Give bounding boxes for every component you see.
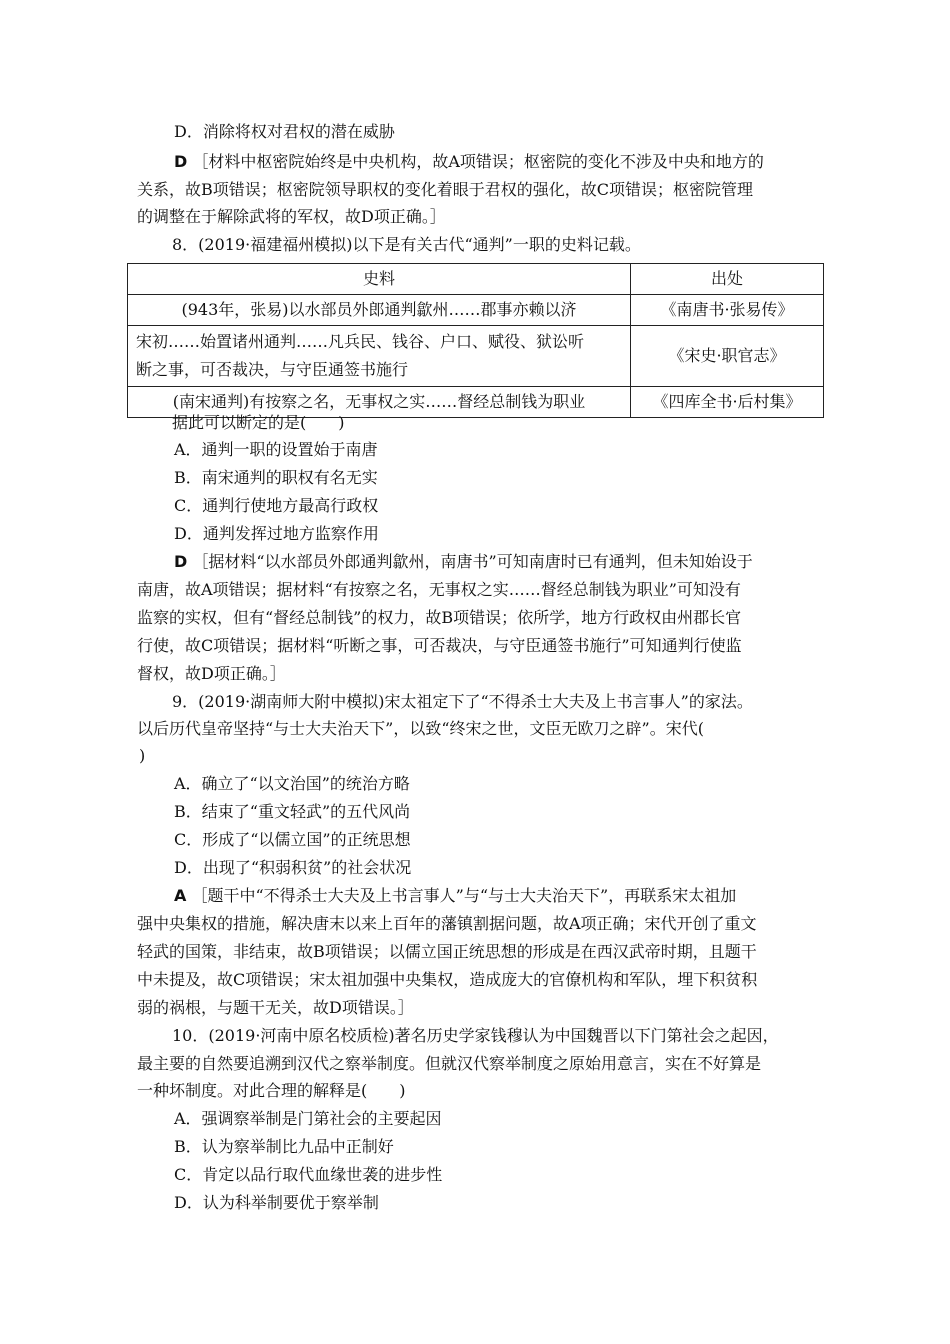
table-cell-source: 《南唐书·张易传》 bbox=[631, 295, 824, 326]
q8-option-d: D．通判发挥过地方监察作用 bbox=[174, 524, 379, 543]
q8-answer-letter: D bbox=[174, 552, 188, 571]
q9-stem-line: 以后历代皇帝坚持“与士大夫治天下”，以致“终宋之世，文臣无欧刀之辟”。宋代( bbox=[137, 719, 704, 738]
table-cell-text: (943年，张易)以水部员外郎通判歙州……郡事亦赖以济 bbox=[128, 295, 631, 326]
q10-stem-line: 最主要的自然要追溯到汉代之察举制度。但就汉代察举制度之原始用意言，实在不好算是 bbox=[137, 1054, 762, 1073]
q7-explanation-line: 的调整在于解除武将的军权，故D项正确。］ bbox=[137, 207, 446, 226]
q7-explanation-line: 关系，故B项错误；枢密院领导职权的变化着眼于君权的强化，故C项错误；枢密院管理 bbox=[137, 180, 754, 199]
q9-option-d: D．出现了“积弱积贫”的社会状况 bbox=[174, 858, 412, 877]
q9-answer-letter: A bbox=[174, 886, 187, 905]
q8-option-a: A．通判一职的设置始于南唐 bbox=[174, 440, 378, 459]
q9-explanation-line: 强中央集权的措施，解决唐末以来上百年的藩镇割据问题，故A项正确；宋代开创了重文 bbox=[137, 914, 757, 933]
q8-explanation-line: 行使，故C项错误；据材料“听断之事，可否裁决，与守臣通签书施行”可知通判行使监 bbox=[137, 636, 742, 655]
table-cell-source: 《宋史·职官志》 bbox=[631, 326, 824, 387]
q10-stem-line: 一种坏制度。对此合理的解释是( ) bbox=[137, 1081, 406, 1100]
table-cell-text: (南宋通判)有按察之名，无事权之实……督经总制钱为职业 bbox=[128, 387, 631, 418]
table-cell-source: 《四库全书·后村集》 bbox=[631, 387, 824, 418]
q9-stem-line: ) bbox=[139, 746, 146, 765]
q9-answer bbox=[174, 886, 736, 906]
q9-option-b: B．结束了“重文轻武”的五代风尚 bbox=[174, 802, 411, 821]
table-header-row bbox=[128, 264, 824, 295]
q8-option-c: C．通判行使地方最高行政权 bbox=[174, 496, 379, 515]
table-header-origin: 出处 bbox=[631, 264, 824, 295]
q8-option-b: B．南宋通判的职权有名无实 bbox=[174, 468, 378, 487]
q9-option-a: A．确立了“以文治国”的统治方略 bbox=[174, 774, 410, 793]
q10-option-a: A．强调察举制是门第社会的主要起因 bbox=[174, 1109, 442, 1128]
q9-explanation-line: ［题干中“不得杀士大夫及上书言事人”与“与士大夫治天下”，再联系宋太祖加 bbox=[191, 886, 737, 905]
q7-answer bbox=[174, 152, 764, 172]
q10-option-c: C．肯定以品行取代血缘世袭的进步性 bbox=[174, 1165, 443, 1184]
q7-answer-letter: D bbox=[174, 152, 188, 171]
q10-option-d: D．认为科举制要优于察举制 bbox=[174, 1193, 379, 1212]
table-row bbox=[128, 295, 824, 326]
table-cell-text bbox=[128, 326, 631, 387]
q9-option-c: C．形成了“以儒立国”的正统思想 bbox=[174, 830, 411, 849]
table-cell-text-line: 宋初……始置诸州通判……凡兵民、钱谷、户口、赋役、狱讼听 bbox=[136, 332, 585, 351]
q8-explanation-line: ［据材料“以水部员外郎通判歙州，南唐书”可知南唐时已有通判，但未知始设于 bbox=[192, 552, 753, 571]
table-header-source-text: 史料 bbox=[128, 264, 631, 295]
q10-stem-line: 10．(2019·河南中原名校质检)著名历史学家钱穆认为中国魏晋以下门第社会之起因， bbox=[172, 1026, 779, 1045]
table-cell-text-line: 断之事，可否裁决，与守臣通签书施行 bbox=[136, 360, 409, 379]
q7-explanation-line: ［材料中枢密院始终是中央机构，故A项错误；枢密院的变化不涉及中央和地方的 bbox=[192, 152, 764, 171]
q9-stem-line: 9．(2019·湖南师大附中模拟)宋太祖定下了“不得杀士大夫及上书言事人”的家法。 bbox=[172, 692, 753, 711]
q9-explanation-line: 弱的祸根，与题干无关，故D项错误。］ bbox=[137, 998, 414, 1017]
q8-answer bbox=[174, 552, 753, 572]
q10-option-b: B．认为察举制比九品中正制好 bbox=[174, 1137, 394, 1156]
q9-explanation-line: 中未提及，故C项错误；宋太祖加强中央集权，造成庞大的官僚机构和军队，埋下积贫积 bbox=[137, 970, 758, 989]
q8-explanation-line: 监察的实权，但有“督经总制钱”的权力，故B项错误；依所学，地方行政权由州郡长官 bbox=[137, 608, 742, 627]
q8-stem: 8．(2019·福建福州模拟)以下是有关古代“通判”一职的史料记载。 bbox=[172, 235, 641, 254]
q9-explanation-line: 轻武的国策，非结束，故B项错误；以儒立国正统思想的形成是在西汉武帝时期，且题干 bbox=[137, 942, 757, 961]
q7-option-d: D．消除将权对君权的潜在威胁 bbox=[174, 122, 395, 141]
q8-question: 据此可以断定的是( ) bbox=[172, 413, 345, 432]
q8-explanation-line: 督权，故D项正确。］ bbox=[137, 664, 286, 683]
table-row bbox=[128, 326, 824, 387]
q8-explanation-line: 南唐，故A项错误；据材料“有按察之名，无事权之实……督经总制钱为职业”可知没有 bbox=[137, 580, 741, 599]
source-table bbox=[127, 263, 824, 418]
